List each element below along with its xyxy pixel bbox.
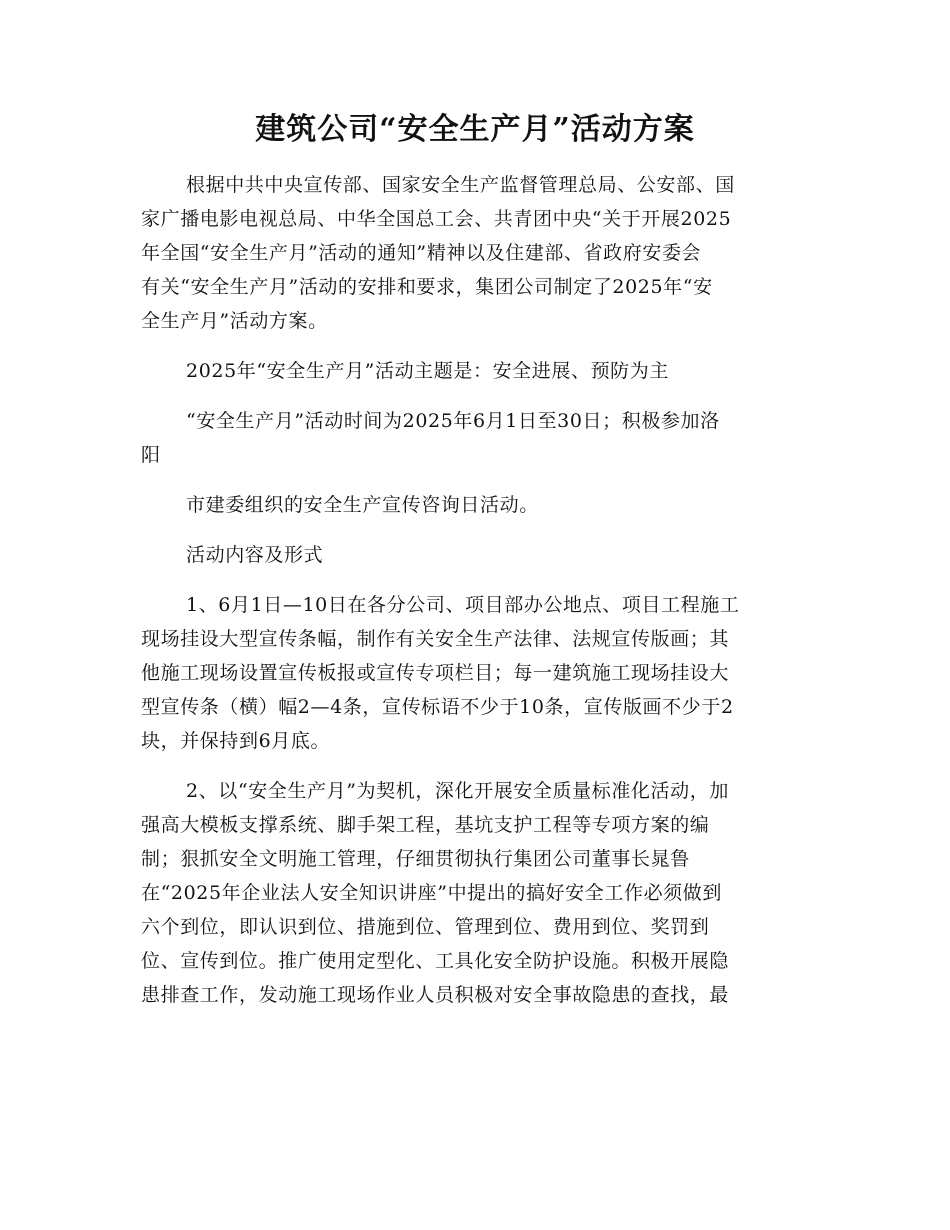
paragraph-line: 根据中共中央宣传部、国家安全生产监督管理总局、公安部、国	[186, 174, 735, 196]
section-heading-content	[141, 538, 809, 572]
paragraph-line: “安全生产月”活动时间为2025年6月1日至30日；积极参加洛	[186, 410, 720, 432]
paragraph-line: 全生产月”活动方案。	[141, 310, 328, 332]
paragraph-item-1	[141, 588, 809, 758]
paragraph-line: 强高大模板支撑系统、脚手架工程，基坑支护工程等专项方案的编	[141, 814, 710, 836]
paragraph-line: 年全国“安全生产月”活动的通知”精神以及住建部、省政府安委会	[141, 242, 702, 264]
paragraph-line: 有关“安全生产月”活动的安排和要求，集团公司制定了2025年“安	[141, 276, 713, 298]
paragraph-line: 活动内容及形式	[186, 544, 324, 566]
paragraph-item-2	[141, 774, 809, 1012]
document-body	[141, 168, 809, 1028]
paragraph-intro	[141, 168, 809, 338]
paragraph-line: 位、宣传到位。推广使用定型化、工具化安全防护设施。积极开展隐	[141, 950, 730, 972]
document-title: 建筑公司“安全生产月”活动方案	[255, 112, 695, 147]
paragraph-line: 阳	[141, 444, 161, 466]
paragraph-line: 市建委组织的安全生产宣传咨询日活动。	[186, 494, 539, 516]
paragraph-line: 制；狠抓安全文明施工管理，仔细贯彻执行集团公司董事长晁鲁	[141, 848, 690, 870]
paragraph-line: 家广播电影电视总局、中华全国总工会、共青团中央“关于开展2025	[141, 208, 732, 230]
paragraph-line: 型宣传条（横）幅2—4条，宣传标语不少于10条，宣传版画不少于2	[141, 696, 734, 718]
paragraph-time	[141, 404, 809, 472]
paragraph-line: 1、6月1日—10日在各分公司、项目部办公地点、项目工程施工	[186, 594, 740, 616]
paragraph-theme	[141, 354, 809, 388]
paragraph-event	[141, 488, 809, 522]
paragraph-line: 2、以“安全生产月”为契机，深化开展安全质量标准化活动，加	[186, 780, 729, 802]
paragraph-line: 块，并保持到6月底。	[141, 730, 331, 752]
paragraph-line: 2025年“安全生产月”活动主题是：安全进展、预防为主	[186, 360, 669, 382]
paragraph-line: 在“2025年企业法人安全知识讲座”中提出的搞好安全工作必须做到	[141, 882, 722, 904]
paragraph-line: 六个到位，即认识到位、措施到位、管理到位、费用到位、奖罚到	[141, 916, 710, 938]
paragraph-line: 他施工现场设置宣传板报或宣传专项栏目；每一建筑施工现场挂设大	[141, 662, 730, 684]
paragraph-line: 患排查工作，发动施工现场作业人员积极对安全事故隐患的查找，最	[141, 984, 730, 1006]
paragraph-line: 现场挂设大型宣传条幅，制作有关安全生产法律、法规宣传版画；其	[141, 628, 730, 650]
